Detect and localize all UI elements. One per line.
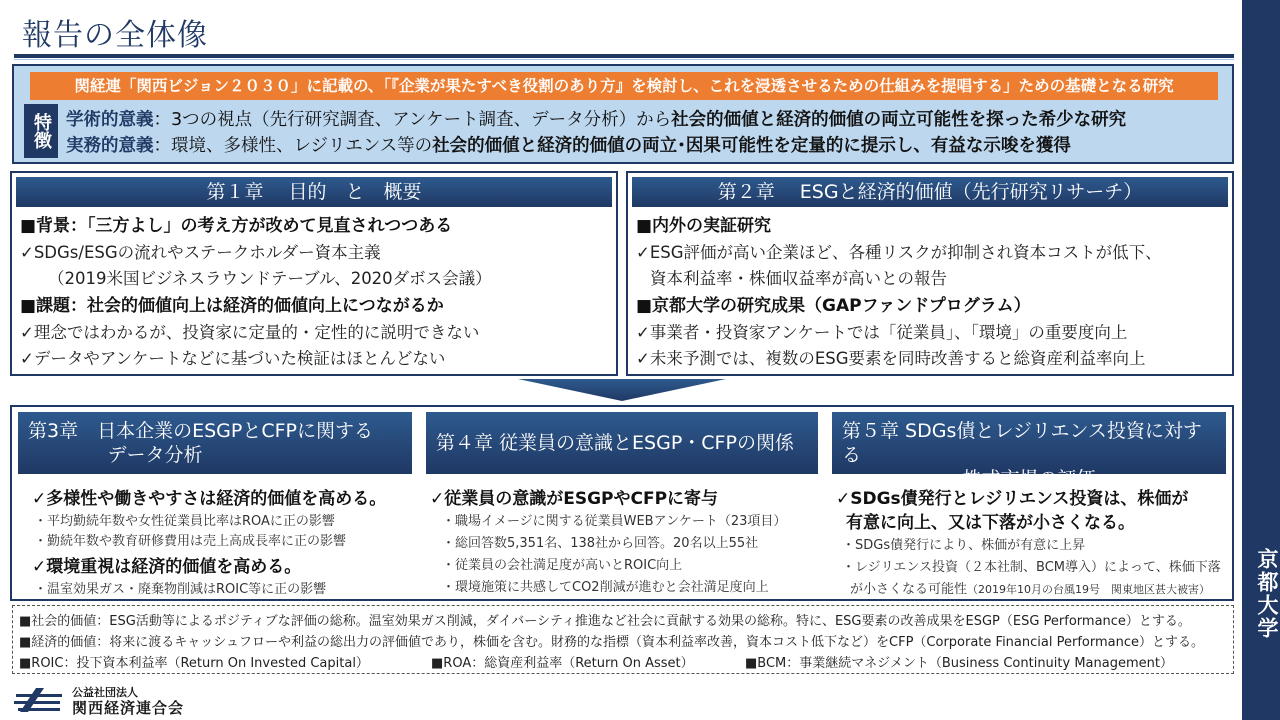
ch2-line: ✓事業者・投資家アンケートでは「従業員」、「環境」の重要度向上 <box>636 323 1128 342</box>
title-rule-thin <box>14 59 1234 60</box>
chapter-4-header-text: 第４章 従業員の意識とESGP・CFPの関係 <box>436 432 794 454</box>
chapter-3-header-line2: データ分析 <box>107 444 203 466</box>
feature-badge-text: 特徴 <box>31 113 52 149</box>
ch1-issue: ■課題：社会的価値向上は経済的価値向上につながるか <box>20 296 444 316</box>
ch4-detail: ・従業員の会社満足度が高いとROIC向上 <box>442 558 683 573</box>
ch5-finding: ✓SDGs債発行とレジリエンス投資は、株価が <box>836 489 1189 509</box>
ch5-detail: ・レジリエンス投資（２本社制、BCM導入）によって、株価下落 <box>842 560 1221 575</box>
chapter-5-box <box>826 408 1232 598</box>
ch3-detail: ・温室効果ガス・廃棄物削減はROIC等に正の影響 <box>34 582 327 597</box>
academic-text: ：3つの視点（先行研究調査、アンケート調査、データ分析）から <box>153 110 672 130</box>
chapter-5-header-line2: 株式市場の評価 <box>962 468 1096 490</box>
chapter-2-header: 第２章 ESGと経済的価値（先行研究リサーチ） <box>632 177 1228 207</box>
academic-significance <box>66 106 1126 131</box>
ch5-detail-note: （2019年10月の台風19号 関東地区甚大被害） <box>967 583 1211 596</box>
chapter-1-box <box>10 171 618 376</box>
ch4-detail: ・総回答数5,351名、138社から回答。20名以上55社 <box>442 536 759 551</box>
chapter-4-header <box>426 412 818 474</box>
note-roa: ■ROA：総資産利益率（Return On Asset） <box>431 656 694 671</box>
side-label: 京都大学 <box>1255 548 1279 640</box>
academic-bold: 社会的価値と経済的価値の両立可能性を探った希少な研究 <box>671 110 1127 130</box>
chapter-5-header-line1: 第５章 SDGs債とレジリエンス投資に対する <box>842 420 1202 466</box>
ch1-line: ✓データやアンケートなどに基づいた検証はほとんどない <box>20 349 446 368</box>
academic-label: 学術的意義 <box>66 110 154 130</box>
ch2-line: ✓未来予測では、複数のESG要素を同時改善すると総資産利益率向上 <box>636 349 1146 368</box>
ch2-kyoto: ■京都大学の研究成果（GAPファンドプログラム） <box>636 296 1031 316</box>
side-band <box>1242 0 1280 720</box>
ch1-line: ✓SDGs/ESGの流れやステークホルダー資本主義 <box>20 243 381 262</box>
practical-text: ：環境、多様性、レジリエンス等の <box>153 136 433 156</box>
feature-badge <box>24 104 58 158</box>
chapter-3-box <box>12 408 418 598</box>
practical-bold: 社会的価値と経済的価値の両立･因果可能性を定量的に提示し、有益な示唆を獲得 <box>432 136 1071 156</box>
ch5-detail-text: が小さくなる可能性 <box>850 582 968 597</box>
org-type: 公益社団法人 <box>72 686 138 699</box>
ch3-detail: ・平均勤続年数や女性従業員比率はROAに正の影響 <box>34 514 335 529</box>
title-rule <box>14 54 1234 58</box>
ch1-line: （2019米国ビジネスラウンドテーブル、2020ダボス会議） <box>48 269 492 288</box>
definitions-notes <box>12 605 1234 674</box>
chapter-4-box <box>420 408 824 598</box>
chapter-5-header <box>832 412 1226 490</box>
chapter-1-header: 第１章 目的 と 概要 <box>16 177 612 207</box>
kankeiren-logo-icon <box>14 684 64 714</box>
note-bcm: ■BCM：事業継続マネジメント（Business Continuity Management） <box>745 656 1173 671</box>
ch1-background: ■背景：「三方よし」の考え方が改めて見直されつつある <box>20 216 453 236</box>
chapter-2-box <box>626 171 1234 376</box>
ch5-finding-cont: 有意に向上、又は下落が小さくなる。 <box>846 513 1135 533</box>
note-social-value: ■社会的価値：ESG活動等によるポジティブな評価の総称。温室効果ガス削減，ダイバーシティ推進など社会に貢献する効果の総称。特に、ESG要素の改善成果をESGP（ESG Performance）とする。 <box>19 614 1191 629</box>
ch4-detail: ・職場イメージに関する従業員WEBアンケート（23項目） <box>442 514 787 529</box>
ch3-finding-1: ✓多様性や働きやすさは経済的価値を高める。 <box>32 489 387 509</box>
org-name: 関西経済連合会 <box>72 699 185 717</box>
page-title: 報告の全体像 <box>22 18 208 53</box>
chapter-3-header-line1: 第3章 日本企業のESGPとCFPに関する <box>28 420 373 442</box>
chapter-3-header <box>18 412 412 474</box>
ch2-line: ✓ESG評価が高い企業ほど、各種リスクが抑制され資本コストが低下、 <box>636 243 1162 262</box>
ch1-line: ✓理念ではわかるが、投資家に定量的・定性的に説明できない <box>20 323 480 342</box>
practical-significance <box>66 132 1071 157</box>
ch2-line: 資本利益率・株価収益率が高いとの報告 <box>650 269 947 288</box>
note-roic: ■ROIC：投下資本利益率（Return On Invested Capital） <box>19 656 369 671</box>
research-banner: 関経連「関西ビジョン２０３０」に記載の、「『企業が果たすべき役割のあり方』を検討し、これを浸透させるための仕組みを提唱する」ための基礎となる研究 <box>30 72 1218 100</box>
ch5-detail: ・SDGs債発行により、株価が有意に上昇 <box>842 538 1086 553</box>
ch4-finding: ✓従業員の意識がESGPやCFPに寄与 <box>430 489 719 509</box>
note-economic-value: ■経済的価値：将来に渡るキャッシュフローや利益の総出力の評価値であり，株価を含む。財務的な指標（資本利益率改善，資本コスト低下など）をCFP（Corporate Financial Performance）とする。 <box>19 635 1204 650</box>
ch3-finding-2: ✓環境重視は経済的価値を高める。 <box>32 557 302 577</box>
ch3-detail: ・勤続年数や教育研修費用は売上高成長率に正の影響 <box>34 534 347 549</box>
ch2-research: ■内外の実証研究 <box>636 216 772 236</box>
ch4-detail: ・環境施策に共感してCO2削減が進むと会社満足度向上 <box>442 580 769 595</box>
ch5-detail-last <box>850 578 1210 597</box>
feature-box <box>12 64 1234 164</box>
practical-label: 実務的意義 <box>66 136 154 156</box>
down-arrow-icon <box>518 379 726 401</box>
